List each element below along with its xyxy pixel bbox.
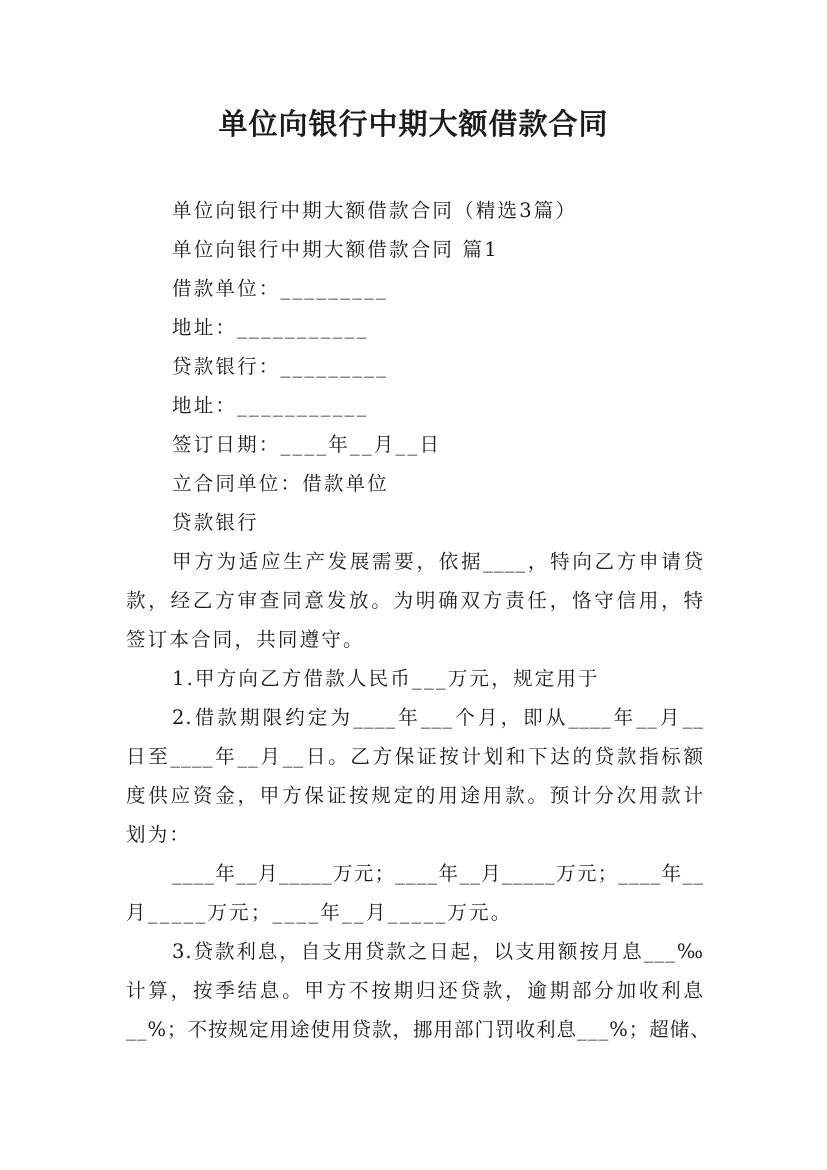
signing-date-field: 签订日期：____年__月__日: [172, 433, 442, 456]
parties-line: 立合同单位：借款单位: [172, 472, 390, 495]
schedule-line: ____年__月_____万元；____年__月_____万元；____年__: [172, 862, 704, 885]
borrower-field: 借款单位：_________: [172, 277, 389, 300]
subtitle-line: 单位向银行中期大额借款合同（精选3篇）: [172, 199, 578, 222]
bank-address-field: 地址：___________: [172, 394, 369, 417]
paragraph-line: 签订本合同，共同遵守。: [126, 628, 365, 651]
borrower-address-field: 地址：___________: [172, 316, 369, 339]
clause-1: 1.甲方向乙方借款人民币___万元，规定用于: [172, 667, 600, 690]
clause-3-line: 计算，按季结息。甲方不按期归还贷款，逾期部分加收利息: [126, 979, 704, 1002]
clause-3-line: __%；不按规定用途使用贷款，挪用部门罚收利息___%；超储、: [126, 1018, 711, 1041]
clause-2-line: 划为：: [126, 823, 192, 846]
clause-2-line: 度供应资金，甲方保证按规定的用途用款。预计分次用款计: [126, 784, 704, 807]
paragraph-line: 甲方为适应生产发展需要，依据____，特向乙方申请贷: [172, 550, 704, 573]
parties-bank-line: 贷款银行: [172, 511, 259, 534]
paragraph-line: 款，经乙方审查同意发放。为明确双方责任，恪守信用，特: [126, 589, 704, 612]
lender-bank-field: 贷款银行：_________: [172, 355, 389, 378]
section-heading: 单位向银行中期大额借款合同 篇1: [172, 238, 499, 261]
clause-3-line: 3.贷款利息，自支用贷款之日起，以支用额按月息___‰: [172, 940, 704, 963]
clause-2-line: 日至____年__月__日。乙方保证按计划和下达的贷款指标额: [126, 745, 704, 768]
schedule-line: 月_____万元；____年__月_____万元。: [126, 901, 513, 924]
clause-2-line: 2.借款期限约定为____年___个月，即从____年__月__: [172, 706, 704, 729]
document-title: 单位向银行中期大额借款合同: [218, 107, 609, 141]
